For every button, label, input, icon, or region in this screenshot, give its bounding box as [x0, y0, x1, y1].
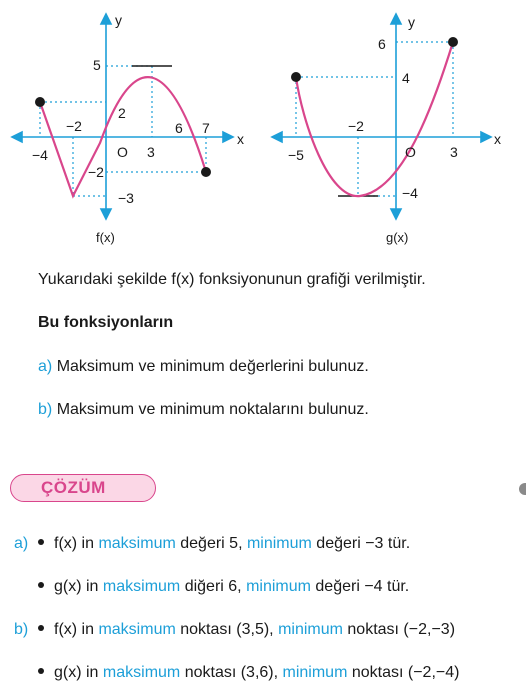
tick-y2: 2: [118, 105, 126, 121]
x-axis-label: x: [237, 131, 244, 147]
tick-y4: 4: [402, 70, 410, 86]
tick-xm5: −5: [288, 147, 304, 163]
endpoint-left: [291, 72, 301, 82]
endpoint-right: [201, 167, 211, 177]
tick-xm2: −2: [66, 118, 82, 134]
tick-y6: 6: [378, 36, 386, 52]
keyword-maksimum: maksimum: [98, 535, 176, 552]
graph-f-svg: [0, 0, 262, 250]
sol-text: noktası (−2,−4): [347, 664, 460, 681]
solution-b-line-2: [38, 664, 459, 682]
solution-badge: ÇÖZÜM: [10, 474, 156, 502]
graph-f-caption: f(x): [96, 230, 115, 245]
tick-ym2: −2: [88, 164, 104, 180]
question-b-label: b): [38, 401, 53, 418]
keyword-minimum: minimum: [282, 664, 348, 681]
question-b: [38, 401, 369, 419]
graph-g: [262, 0, 526, 250]
endpoint-left: [35, 97, 45, 107]
g-curve: [296, 42, 453, 196]
bullet: [38, 668, 44, 674]
graph-g-svg: [262, 0, 526, 250]
sol-text: f(x) in: [54, 621, 99, 638]
solution-b-line-1: [14, 621, 455, 639]
tick-ym3: −3: [118, 190, 134, 206]
sol-text: g(x) in: [54, 578, 103, 595]
keyword-minimum: minimum: [246, 578, 311, 595]
bullet: [38, 539, 44, 545]
tick-xm4: −4: [32, 147, 48, 163]
bullet: [38, 625, 44, 631]
y-axis-label: y: [408, 14, 415, 30]
tick-x6: 6: [175, 120, 183, 136]
tick-y5: 5: [93, 57, 101, 73]
keyword-maksimum: maksimum: [102, 578, 181, 595]
solution-a-label: a): [14, 535, 29, 552]
bullet: [38, 582, 44, 588]
y-axis-label: y: [115, 12, 122, 28]
sol-text: noktası (3,5),: [175, 621, 279, 638]
solution-a-line-1: [14, 535, 410, 553]
sol-text: değeri 5,: [175, 535, 247, 552]
origin-label: O: [117, 144, 128, 160]
graph-f: [0, 0, 262, 250]
tick-ym4: −4: [402, 185, 418, 201]
question-heading: Bu fonksiyonların: [38, 314, 174, 331]
tick-x3: 3: [450, 144, 458, 160]
x-axis-label: x: [494, 131, 501, 147]
endpoint-right: [448, 37, 458, 47]
tick-xm2: −2: [348, 118, 364, 134]
question-b-text: Maksimum ve minimum noktalarını bulunuz.: [56, 401, 369, 418]
tick-x3: 3: [147, 144, 155, 160]
keyword-maksimum: maksimum: [102, 664, 181, 681]
sol-text: noktası (3,6),: [180, 664, 283, 681]
tick-x7: 7: [202, 120, 210, 136]
intro-text: Yukarıdaki şekilde f(x) fonksiyonunun grafiği verilmiştir.: [38, 271, 426, 288]
keyword-maksimum: maksimum: [98, 621, 176, 638]
sol-text: g(x) in: [54, 664, 103, 681]
question-a: [38, 358, 369, 376]
sol-text: noktası (−2,−3): [342, 621, 456, 638]
keyword-minimum: minimum: [278, 621, 343, 638]
sol-text: diğeri 6,: [180, 578, 247, 595]
keyword-minimum: minimum: [246, 535, 312, 552]
question-a-label: a): [38, 358, 53, 375]
sol-text: f(x) in: [54, 535, 99, 552]
sol-text: değeri −4 tür.: [310, 578, 410, 595]
guide-lines: [296, 42, 453, 196]
edge-marker: [519, 483, 526, 495]
solution-b-label: b): [14, 621, 29, 638]
graph-g-caption: g(x): [386, 230, 409, 245]
sol-text: değeri −3 tür.: [311, 535, 411, 552]
solution-a-line-2: [38, 578, 409, 596]
origin-label: O: [405, 144, 416, 160]
question-a-text: Maksimum ve minimum değerlerini bulunuz.: [56, 358, 369, 375]
